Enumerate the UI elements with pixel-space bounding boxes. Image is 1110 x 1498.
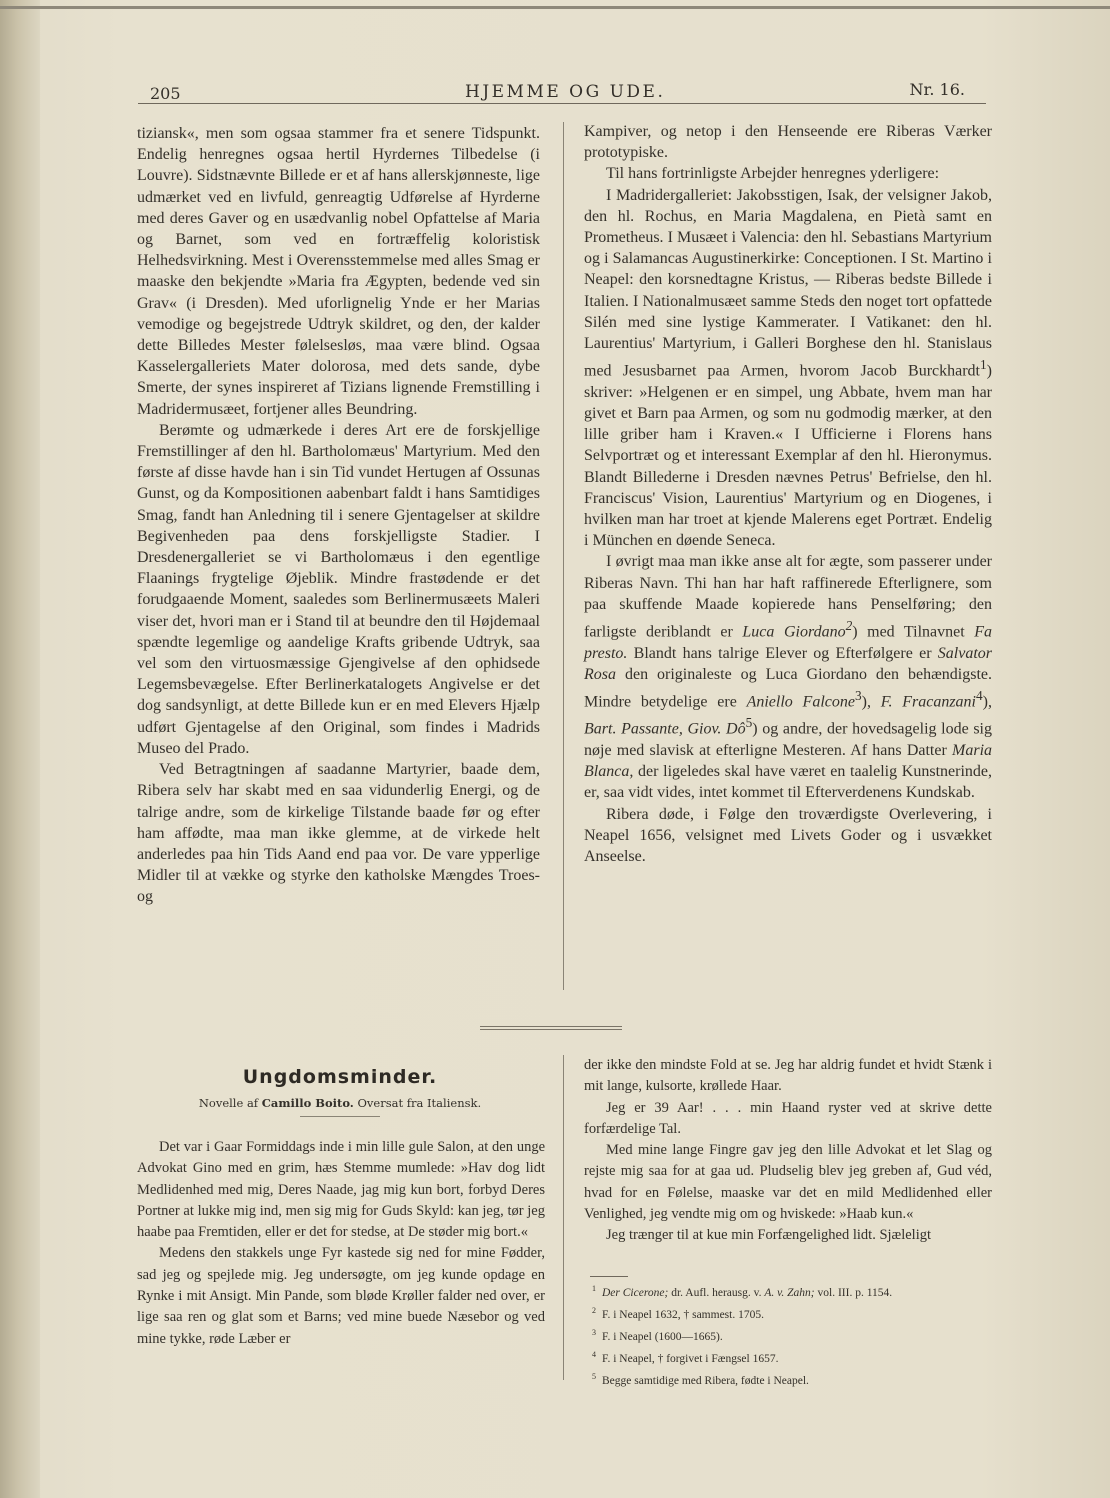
footnote [592,1368,1002,1390]
story-column-right [584,1055,992,1247]
article-column-right [584,121,992,867]
footnote-text: F. i Neapel, † forgivet i Fængsel 1657. [602,1352,779,1365]
footnote-number: 5 [592,1372,596,1382]
footnote [592,1346,1002,1368]
footnote-number: 3 [592,1328,596,1338]
byline-translation: Oversat fra Italiensk. [357,1096,482,1110]
story-column-left [137,1137,545,1350]
header-rule [138,103,986,104]
paragraph-text: ) med Tilnavnet [852,623,965,641]
paragraph-text: I øvrigt maa man ikke anse alt for ægte, som passerer under Riberas Navn. Thi han har haft raffinerede Efterlignere, som paa skuffende Maade kopierede hans Penselføring; den farligste deriblandt er [584,553,992,641]
name-fracanzani: F. Fracanzani [880,693,976,711]
name-passante-do: Bart. Passante, Giov. Dô [584,720,746,738]
footnote-ref: 3 [854,687,862,703]
footnotes [592,1280,1002,1390]
nickname-fa-presto: Fa presto. [584,623,993,662]
byline-author: Camillo Boito. [261,1096,354,1110]
footnote-text: A. v. Zahn; [764,1286,815,1299]
paragraph-text: I Madridergalleriet: Jakobsstigen, Isak, der velsigner Jakob, den hl. Rochus, en Maria Magdalena, en Pietà samt en Prometheus. I Musæet i Valencia: den hl. Sebastians Martyrium og i Salamancas Augustinerkirke: Conceptionen. I St. Martino i Neapel: den korsnedtagne Kristus, — Riberas bedste Billede i Italien. I Nationalmusæet samme Steds den noget tort opfattede Silén med sine lystige Kammerater. I Vatikanet: den hl. Laurentius' Martyrium, i Galleri Borghese den hl. Stanislaus med Jesusbarnet paa Armen, hvorom Jacob Burckhardt [584,186,992,380]
paragraph: der ikke den mindste Fold at se. Jeg har aldrig fundet et hvidt Stænk i mit lange, kulsorte, krøllede Haar. [584,1057,992,1095]
footnote-text: vol. III. p. 1154. [814,1286,893,1299]
paragraph: Kampiver, og netop i den Henseende ere Riberas Værker prototypiske. [584,123,992,162]
paragraph: tiziansk«, men som ogsaa stammer fra et senere Tidspunkt. Endelig henregnes ogsaa hertil Hyrdernes Tilbedelse (i Louvre). Sidstnævnte Billede er et af hans allerskjønneste, lige udmærket ved en livfuld, genreagtig Udførelse af Hyrderne med deres Gaver og en usædvanlig nobel Opfattelse af Maria og Barnet, som ved en fortræffelig koloristisk Helhedsvirkning. Mest i Overensstemmelse med alles Smag er maaske den bekjendte »Maria fra Ægypten, bedende ved sin Grav« (i Dresden). Med uforlignelig Ynde er her Marias vemodige og begejstrede Udtryk skildret, og den, der kalder dette Billedes Mester følelsesløs, maa være blind. Ogsaa Kasselergalleriets Mater dolorosa, med dets sande, dybe Smerte, der synes inspireret af Tizians lignende Fremstilling i Madridermusæet, fortjener alles Beundring. [137,125,540,418]
story-byline [140,1096,540,1110]
paragraph-text: der ligeledes skal have været en taalelig Kunstnerinde, er, saa vidt vides, intet kommet til Efterverdenens Kundskab. [584,763,992,802]
column-rule-bottom [563,1055,564,1380]
byline-rule [300,1116,380,1117]
paragraph: Ribera døde, i Følge den troværdigste Overlevering, i Neapel 1656, velsignet med Livets Goder og i usvækket Anseelse. [584,805,992,866]
footnote-ref: 2 [845,618,853,633]
name-rosa: Salvator Rosa [584,644,993,683]
paragraph: Berømte og udmærkede i deres Art ere de forskjellige Fremstillinger af den hl. Bartholomæus' Martyrium. Med den første af disse havde han i sin Tid vundet Hertugen af Ossunas Gunst, og da Kompositionen aabenbart faldt i hans Samtidiges Smag, fandt han Anledning til i senere Gjentagelser at skildre Begivenheden paa dens forskjelligste Stadier. I Dresdenergalleriet se vi Bartholomæus i den egentlige Flaanings frygtelige Øjeblik. Mindre frastødende er det forudgaaende Moment, saaledes som Berlinermusæets Maleri viser det, hvori man er i Stand til at beundre den til Højdemaal spændte legemlige og aandelige Krafts gribende Udtryk, saa vel som den virtuosmæssige Gjengivelse af den ophidsede Legemsbevægelse. Efter Berlinerkatalogets Angivelse er det dog sandsynligt, at dette Billede kun er en med Elevers Hjælp udført Gjentagelse af den Original, som findes i Madrids Museo del Prado. [137,421,540,757]
paragraph-text: ) skriver: »Helgenen er en simpel, ung Abbate, hvem man har givet et Barn paa Armen, og som nu godmodig mærker, at den lille griber ham i Kraven.« I Ufficierne i Florens hans Selvportræt og et interessant Exemplar af den hl. Hieronymus. Blandt Billederne i Dresden nævnes Petrus' Befrielse, den hl. Franciscus' Vision, Laurentius' Martyrium og en Diogenes, i hvilken man har troet at kjende Malerens eget Portræt. Endelig i München en døende Seneca. [584,362,992,550]
article-column-left [137,123,540,908]
footnote [592,1302,1002,1324]
paragraph-text: den originaleste og Luca Giordano den behændigste. Mindre betydelige ere [584,665,992,711]
paragraph [584,185,992,552]
issue-number: Nr. 16. [909,80,965,99]
name-maria-blanca: Maria Blanca, [584,742,993,781]
footnote-text: dr. Aufl. herausg. v. [668,1286,765,1299]
section-separator [480,1029,622,1030]
footnote [592,1324,1002,1346]
paragraph-text: Blandt hans talrige Elever og Efterfølgere er [627,644,932,662]
footnote-ref: 5 [745,715,753,731]
byline-prefix: Novelle af [198,1096,259,1110]
paragraph: Jeg er 39 Aar! . . . min Haand ryster ved at skrive dette forfærdelige Tal. [584,1099,992,1137]
footnote-text: Begge samtidige med Ribera, fødte i Neapel. [602,1374,809,1387]
footnote-ref: 1 [980,357,987,373]
footnote-number: 1 [592,1284,596,1293]
top-edge-line [0,6,1110,9]
story-title: Ungdomsminder. [242,1066,438,1088]
footnote-number: 2 [592,1306,596,1316]
paragraph-text: ), [861,693,871,711]
book-binding-edge [0,0,40,1498]
paragraph: Ved Betragtningen af saadanne Martyrier, baade dem, Ribera selv har skabt med en saa vidunderlig Energi, og de talrige andre, som de kirkelige Tilstande baade før og efter ham affødte, maa man ikke glemme, at de virkede helt anderledes paa hin Tids Aand end paa vor. De vare ypperlige Midler til at vække og styrke den katholske Mængdes Troes- og [137,761,540,906]
paragraph: Til hans fortrinligste Arbejder henregnes yderligere: [606,165,940,183]
paragraph [584,551,992,803]
paragraph-text: ) og andre, der hovedsagelig lode sig nøje med slavisk at efterligne Mesteren. Af hans Datter [584,720,992,759]
footnote-number: 4 [592,1350,596,1360]
paragraph: Jeg trænger til at kue min Forfængelighed lidt. Sjæleligt [606,1227,932,1244]
footnote-ref: 4 [976,687,983,703]
name-falcone: Aniello Falcone [746,693,855,711]
column-rule-top [563,122,564,990]
footnote-rule [590,1276,628,1277]
section-separator [480,1026,622,1027]
paragraph: Medens den stakkels unge Fyr kastede sig ned for mine Fødder, sad jeg og spejlede mig. Jeg undersøgte, om jeg kunde opdage en Rynke i mit Ansigt. Min Pande, som bløde Krøller falder ned over, er lige saa ren og glat som et Barns; ved mine buede Næsebor og ved mine tykke, røde Læber er [137,1245,545,1347]
page-number: 205 [150,84,181,103]
paragraph-text: ), [982,693,992,711]
footnote-text: Der Cicerone; [602,1286,669,1299]
footnote-text: F. i Neapel 1632, † sammest. 1705. [602,1308,764,1321]
running-title: HJEMME OG UDE. [465,82,666,102]
paragraph: Med mine lange Fingre gav jeg den lille Advokat et let Slag og rejste mig saa for at gaa ud. Pludselig blev jeg greben af, Gud véd, hvad for en Følelse, maaske var det en mild Medlidenhed eller Venlighed, jeg vendte mig om og hviskede: »Haab kun.« [584,1142,992,1223]
paragraph: Det var i Gaar Formiddags inde i min lille gule Salon, at den unge Advokat Gino med en grim, hæs Stemme mumlede: »Hav dog lidt Medlidenhed med mig, Deres Naade, jag mig kun bort, forbyd Deres Portner at lukke mig ind, men sig mig for Guds Skyld: kan jeg, tør jeg haabe paa Fremtiden, eller er det for stedse, at De støder mig bort.« [137,1139,545,1241]
name-giordano: Luca Giordano [742,623,846,641]
footnote-text: F. i Neapel (1600—1665). [602,1330,723,1343]
footnote [592,1280,1002,1302]
